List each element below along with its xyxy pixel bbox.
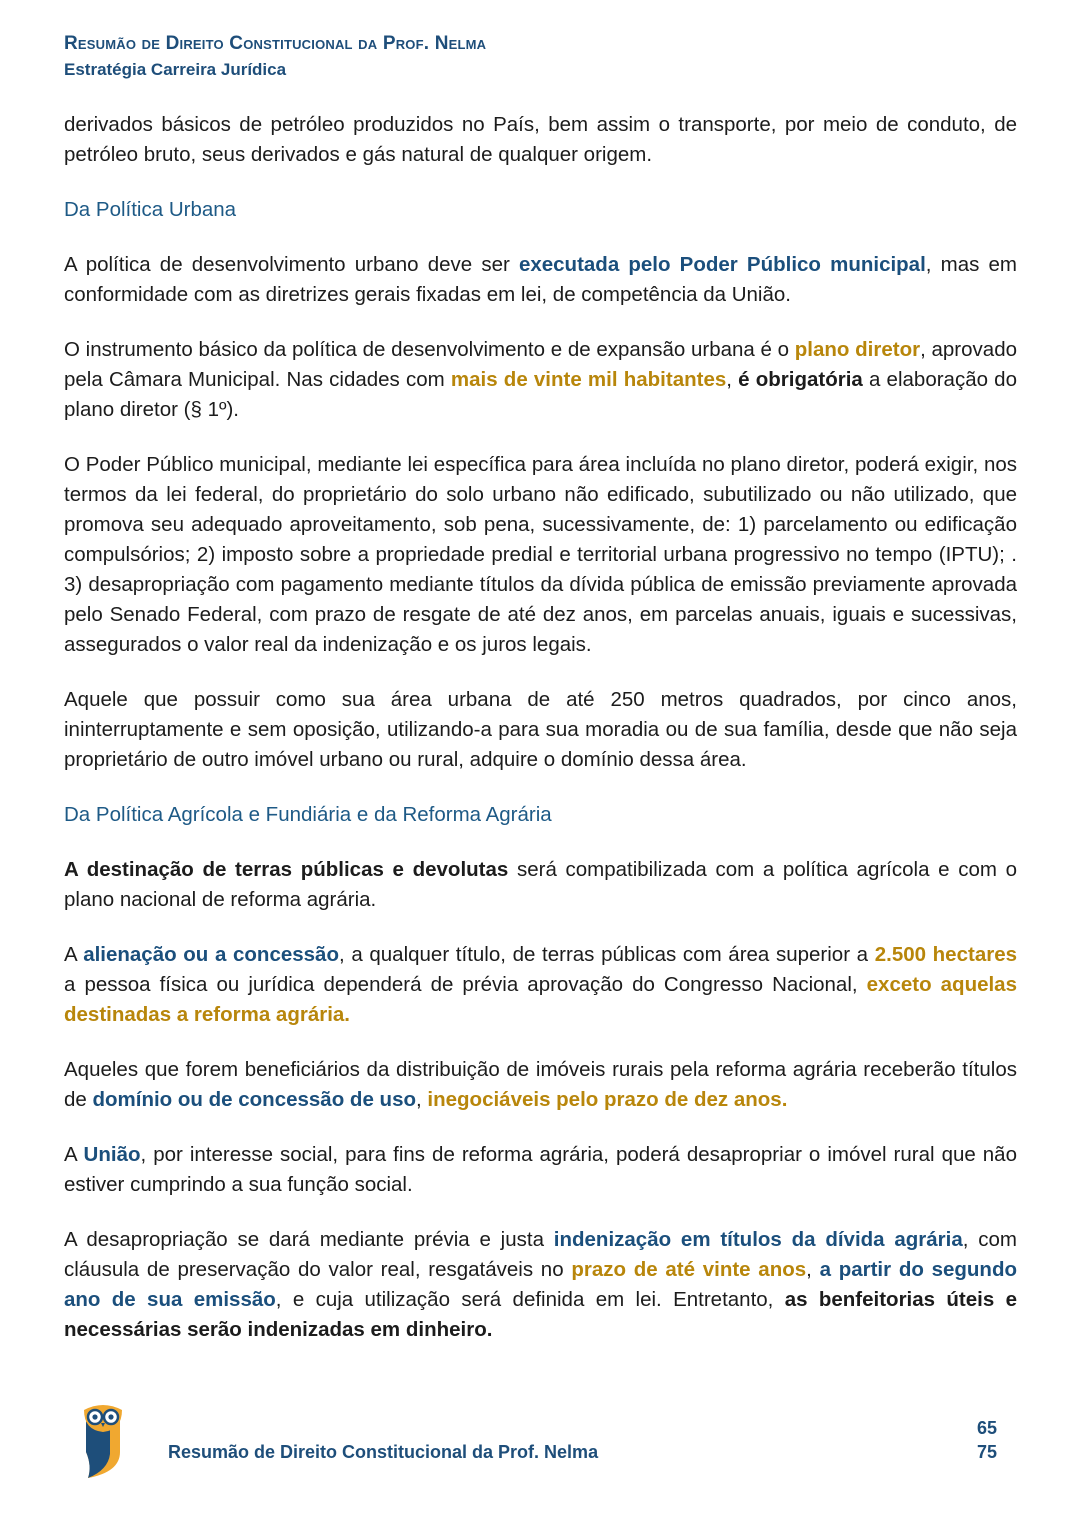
- paragraph-uniao: [64, 1140, 1017, 1200]
- highlight-gold: 2.500 hectares: [874, 943, 1017, 966]
- text-span: A: [64, 1143, 84, 1166]
- highlight-blue: a partir do segundo ano de sua emissão: [64, 1258, 1017, 1311]
- highlight-blue: domínio ou de concessão de uso: [92, 1088, 416, 1111]
- text-span: , com cláusula de preservação do valor real, resgatáveis no: [64, 1228, 1017, 1281]
- paragraph-desapropriacao: [64, 1225, 1017, 1345]
- current-page: 65: [976, 1418, 998, 1438]
- bold-text: é obrigatória: [738, 368, 863, 391]
- section-heading-politica-agricola: Da Política Agrícola e Fundiária e da Reforma Agrária: [64, 803, 552, 826]
- paragraph-urban-policy: [64, 250, 1017, 310]
- owl-logo-icon: [80, 1400, 126, 1480]
- paragraph-poder-publico: O Poder Público municipal, mediante lei específica para área incluída no plano diretor, poderá exigir, nos termos da lei federal, do proprietário do solo urbano não edificado, subutilizado ou não utilizado, que promova seu adequado aproveitamento, sob pena, sucessivamente, de: 1) parcelamento ou edificação compulsórios; 2) imposto sobre a propriedade predial e territorial urbana progressivo no tempo (IPTU); . 3) desapropriação com pagamento mediante títulos da dívida pública de emissão previamente aprovada pelo Senado Federal, com prazo de resgate de até dez anos, em parcelas anuais, iguais e sucessivas, assegurados o valor real da indenização e os juros legais.: [64, 453, 1017, 656]
- highlight-blue: executada pelo Poder Público municipal: [518, 253, 926, 276]
- highlight-blue: União: [83, 1143, 141, 1166]
- header-title: Resumão de Direito Constitucional da Prof. Nelma: [64, 33, 487, 54]
- highlight-blue: alienação ou a concessão: [83, 943, 339, 966]
- bold-text: as benfeitorias úteis e necessárias serão indenizadas em dinheiro.: [64, 1288, 1017, 1341]
- text-span: , mas em conformidade com as diretrizes gerais fixadas em lei, de competência da União.: [64, 253, 1017, 306]
- highlight-gold: plano diretor: [794, 338, 921, 361]
- footer-title: Resumão de Direito Constitucional da Prof. Nelma: [168, 1442, 599, 1462]
- highlight-gold: mais de vinte mil habitantes: [450, 368, 727, 391]
- text-span: ,: [726, 368, 739, 391]
- text-span: a pessoa física ou jurídica dependerá de prévia aprovação do Congresso Nacional,: [64, 973, 867, 996]
- text-span: , por interesse social, para fins de reforma agrária, poderá desapropriar o imóvel rural que não estiver cumprindo a sua função social.: [64, 1143, 1017, 1196]
- text-span: A política de desenvolvimento urbano deve ser: [64, 253, 519, 276]
- paragraph-terras-publicas: [64, 855, 1017, 915]
- highlight-blue: indenização em títulos da dívida agrária: [553, 1228, 963, 1251]
- text-span: A desapropriação se dará mediante prévia e justa: [64, 1228, 554, 1251]
- text-span: será compatibilizada com a política agrícola e com o plano nacional de reforma agrária.: [64, 858, 1017, 911]
- paragraph-plano-diretor: [64, 335, 1017, 425]
- text-span: , e cuja utilização será definida em lei. Entretanto,: [275, 1288, 785, 1311]
- highlight-gold: exceto aquelas destinadas a reforma agrária.: [64, 973, 1017, 1026]
- highlight-gold: prazo de até vinte anos: [571, 1258, 807, 1281]
- text-span: a elaboração do plano diretor (§ 1º).: [64, 368, 1017, 421]
- section-heading-politica-urbana: Da Política Urbana: [64, 198, 237, 221]
- text-span: ,: [416, 1088, 428, 1111]
- document-body: [64, 110, 1017, 1370]
- intro-paragraph: derivados básicos de petróleo produzidos no País, bem assim o transporte, por meio de conduto, de petróleo bruto, seus derivados e gás natural de qualquer origem.: [64, 113, 1017, 166]
- text-span: , a qualquer título, de terras públicas com área superior a: [338, 943, 875, 966]
- header-subtitle: Estratégia Carreira Jurídica: [64, 60, 287, 79]
- paragraph-beneficiarios: [64, 1055, 1017, 1115]
- text-span: ,: [806, 1258, 820, 1281]
- total-pages: 75: [976, 1442, 998, 1462]
- bold-text: A destinação de terras públicas e devolutas: [64, 858, 509, 881]
- paragraph-alienacao: [64, 940, 1017, 1030]
- paragraph-usucapiao-urbano: Aquele que possuir como sua área urbana de até 250 metros quadrados, por cinco anos, ininterruptamente e sem oposição, utilizando-a para sua moradia ou de sua família, desde que não seja proprietário de outro imóvel urbano ou rural, adquire o domínio dessa área.: [64, 688, 1017, 771]
- page-header: [64, 30, 486, 82]
- page-number: [970, 1416, 1004, 1464]
- highlight-gold: inegociáveis pelo prazo de dez anos.: [427, 1088, 788, 1111]
- text-span: O instrumento básico da política de desenvolvimento e de expansão urbana é o: [64, 338, 795, 361]
- text-span: Aqueles que forem beneficiários da distribuição de imóveis rurais pela reforma agrária receberão títulos de: [64, 1058, 1017, 1111]
- text-span: , aprovado pela Câmara Municipal. Nas cidades com: [64, 338, 1017, 391]
- text-span: A: [64, 943, 84, 966]
